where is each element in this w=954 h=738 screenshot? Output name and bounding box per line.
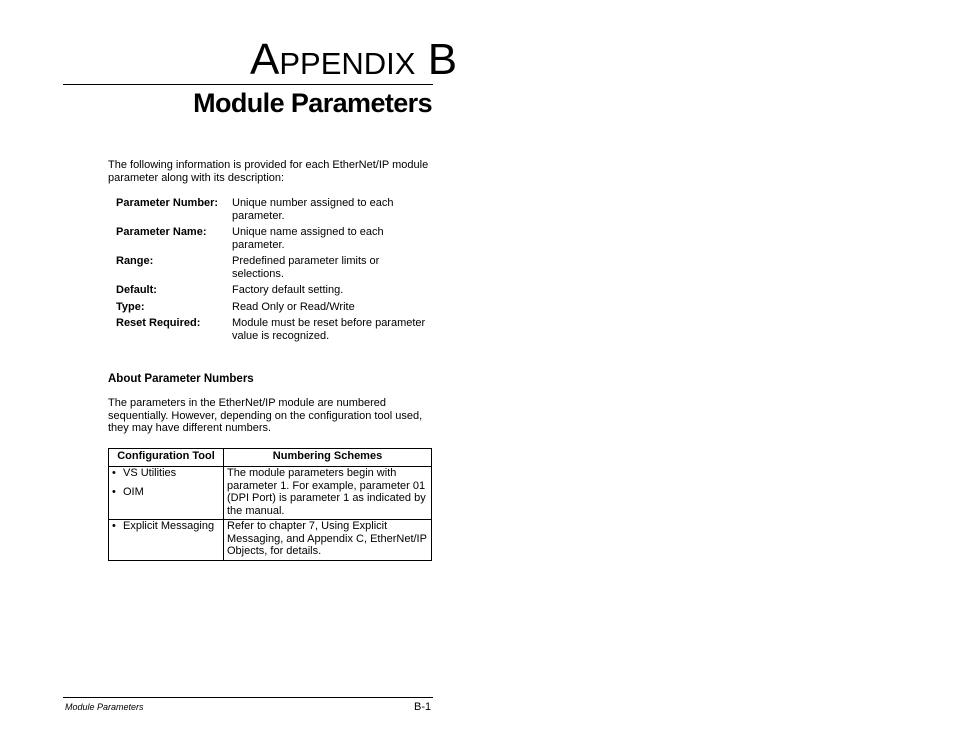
tool-name: OIM xyxy=(123,485,144,498)
table-row xyxy=(109,467,432,520)
tool-name: VS Utilities xyxy=(123,467,177,479)
definition-description: Factory default setting. xyxy=(232,284,344,296)
definition-row xyxy=(116,255,436,280)
definition-description: Predefined parameter limits or selections. xyxy=(232,255,380,280)
definition-description: Read Only or Read/Write xyxy=(232,300,355,313)
tool-name: Explicit Messaging xyxy=(123,520,215,532)
section-heading: About Parameter Numbers xyxy=(108,373,254,385)
tool-list-item xyxy=(112,486,220,499)
numbering-schemes-table xyxy=(108,448,432,561)
appendix-heading xyxy=(250,36,457,88)
definition-term: Parameter Number: xyxy=(116,197,219,209)
bullet-icon: • xyxy=(112,520,116,532)
definition-description: Unique name assigned to each parameter. xyxy=(232,226,384,251)
scheme-cell: Refer to chapter 7, Using Explicit Messaging, and Appendix C, EtherNet/IP Objects, for details. xyxy=(224,520,432,561)
definition-term: Default: xyxy=(116,284,157,296)
appendix-letter-b: B xyxy=(427,35,458,84)
scheme-cell: The module parameters begin with parameter 1. For example, parameter 01 (DPI Port) is parameter 1 as indicated by the manual. xyxy=(224,467,432,520)
tool-cell xyxy=(109,467,224,520)
definition-term: Range: xyxy=(116,255,154,267)
bullet-icon: • xyxy=(112,467,116,479)
bullet-icon: • xyxy=(112,485,116,498)
definition-list xyxy=(116,197,436,346)
definition-description: Unique number assigned to each parameter. xyxy=(232,197,394,222)
column-header-tool: Configuration Tool xyxy=(109,449,224,467)
definition-row xyxy=(116,284,436,297)
definition-term: Parameter Name: xyxy=(116,226,207,238)
definition-row xyxy=(116,226,436,251)
table-row xyxy=(109,520,432,561)
appendix-letter-a: A xyxy=(250,35,280,84)
header-rule xyxy=(63,84,433,85)
definition-term: Type: xyxy=(116,300,145,313)
definition-row xyxy=(116,301,436,314)
page-title: Module Parameters xyxy=(193,88,432,118)
footer-section-title: Module Parameters xyxy=(65,702,144,712)
definition-row xyxy=(116,197,436,222)
page-number: B-1 xyxy=(414,701,432,713)
table-header-row xyxy=(109,449,432,467)
section-paragraph: The parameters in the EtherNet/IP module are numbered sequentially. However, depending on the configuration tool used, they may have different numbers. xyxy=(108,397,423,434)
tool-cell xyxy=(109,520,224,561)
tool-list-item xyxy=(112,520,220,533)
definition-row xyxy=(116,317,436,342)
column-header-scheme: Numbering Schemes xyxy=(224,449,432,467)
appendix-word-rest: PPENDIX xyxy=(279,46,416,81)
definition-description: Module must be reset before parameter value is recognized. xyxy=(232,317,426,342)
definition-term: Reset Required: xyxy=(116,317,201,329)
intro-paragraph: The following information is provided for each EtherNet/IP module parameter along with its description: xyxy=(108,159,429,184)
tool-list-item xyxy=(112,467,220,480)
footer-rule xyxy=(63,697,433,698)
